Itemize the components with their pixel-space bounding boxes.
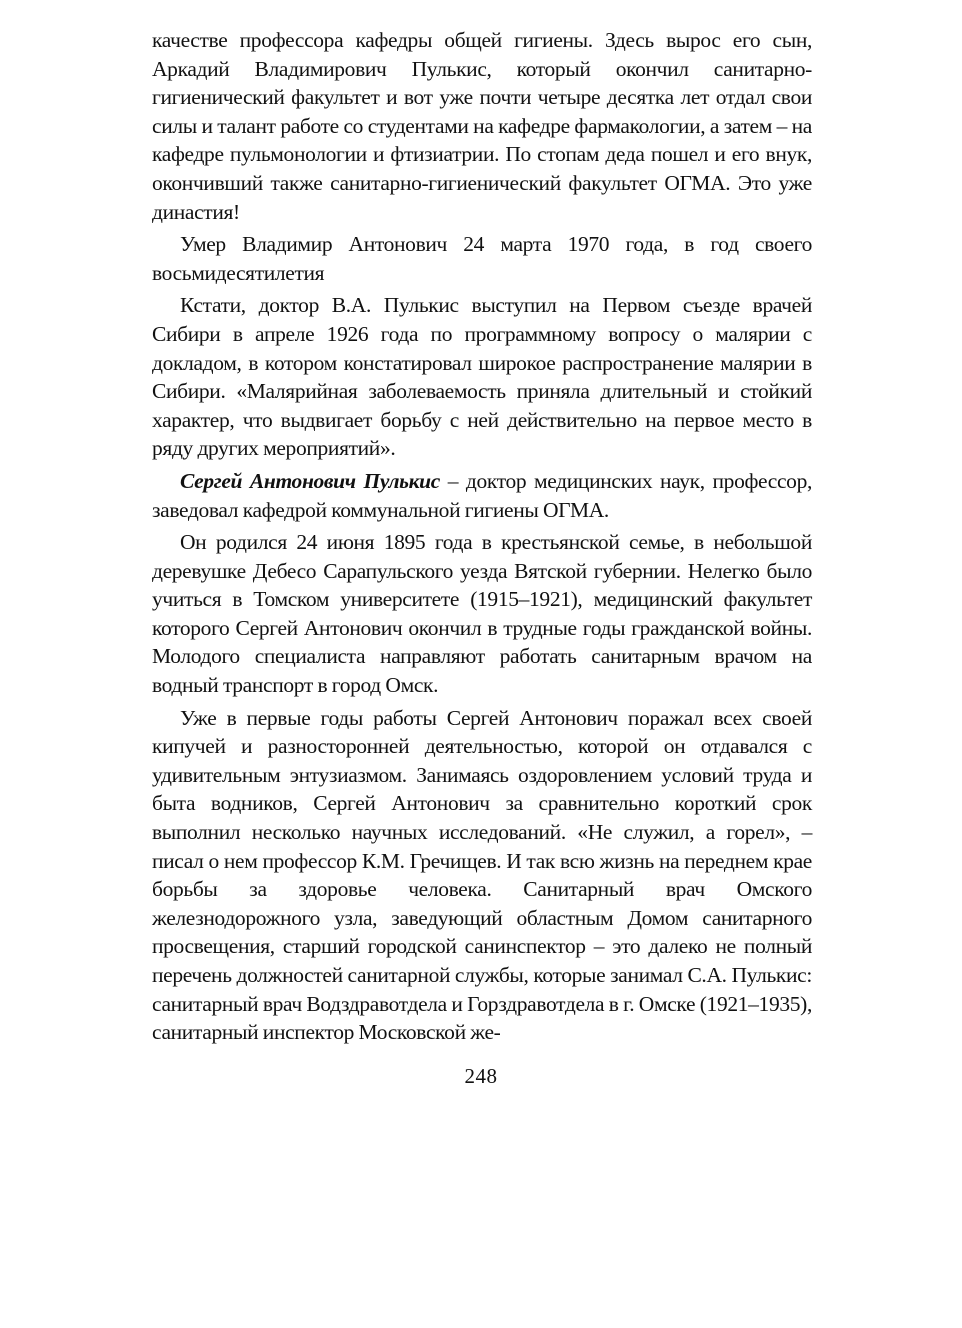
- paragraph-malaria-report: Кстати, доктор В.А. Пулькис выступил на Первом съезде врачей Сибири в апреле 1926 года по программному вопросу о малярии с докладом, в котором констатировал широкое распространение малярии в Сибири. «Малярийная заболеваемость приняла длительный и стойкий характер, что выдвигает борьбу с ней действительно на первое место в ряду других мероприятий».: [152, 293, 812, 461]
- paragraph-death: Умер Владимир Антонович 24 марта 1970 года, в год своего восьмидесятилетия: [152, 232, 812, 285]
- paragraph-biography: Он родился 24 июня 1895 года в крестьянской семье, в небольшой деревушке Дебесо Сарапульского уезда Вятской губернии. Нелегко было учиться в Томском университете (1915–1921), медицинский факультет которого Сергей Антонович окончил в трудные годы гражданской войны. Молодого специалиста направляют работать санитарным врачом на водный транспорт в город Омск.: [152, 530, 812, 698]
- page-body: [152, 26, 812, 1047]
- person-description: – доктор медицинских наук, профессор, заведовал кафедрой коммунальной гигиены ОГМА.: [152, 468, 812, 522]
- paragraph-dynasty: качестве профессора кафедры общей гигиены. Здесь вырос его сын, Аркадий Владимирович Пулькис, который окончил санитарно-гигиенический факультет и вот уже почти четыре десятка лет отдал свои силы и талант работе со студентами на кафедре фармакологии, а затем – на кафедре пульмонологии и фтизиатрии. По стопам деда пошел и его внук, окончивший также санитарно-гигиенический факультет ОГМА. Это уже династия!: [152, 28, 812, 224]
- page-number: 248: [464, 1064, 498, 1088]
- paragraph-career: Уже в первые годы работы Сергей Антонович поражал всех своей кипучей и разносторонней деятельностью, которой он отдавался с удивительным энтузиазмом. Занимаясь оздоровлением условий труда и быта водников, Сергей Антонович за сравнительно короткий срок выполнил несколько научных исследований. «Не служил, а горел», – писал о нем профессор К.М. Гречищев. И так всю жизнь на переднем крае борьбы за здоровье человека. Санитарный врач Омского железнодорожного узла, заведующий областным Домом санитарного просвещения, старший городской санинспектор – это далеко не полный перечень должностей санитарной службы, которые занимал С.А. Пулькис: санитарный врач Водздравотдела и Горздравотдела в г. Омске (1921–1935), санитарный инспектор Московской же-: [152, 705, 812, 1045]
- paragraph-sergey-intro: [152, 467, 812, 524]
- person-name: Сергей Антонович Пулькис: [180, 468, 440, 493]
